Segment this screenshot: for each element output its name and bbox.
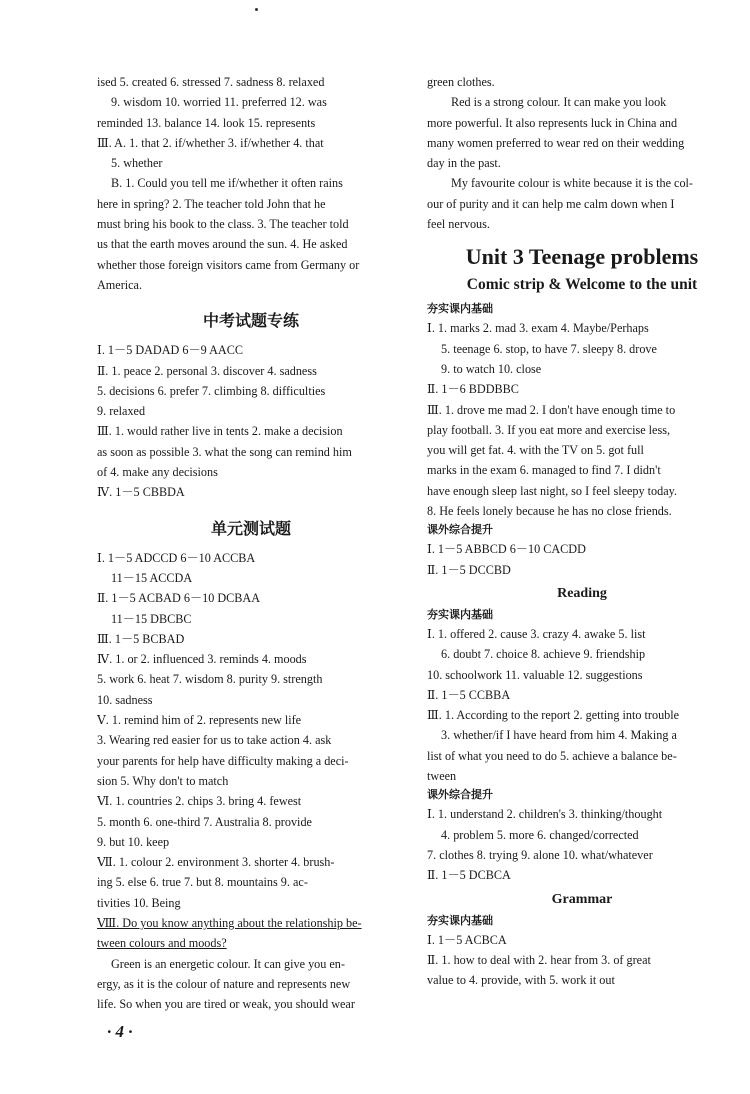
- answer-line: 11－15 ACCDA: [111, 570, 193, 585]
- answer-line: 9. to watch 10. close: [441, 361, 542, 376]
- answer-line: 4. problem 5. more 6. changed/corrected: [441, 827, 639, 842]
- answer-line: Ⅶ. 1. colour 2. environment 3. shorter 4. brush-: [97, 855, 335, 870]
- answer-line: play football. 3. If you eat more and exercise less,: [427, 422, 670, 437]
- answer-line: tween colours and moods?: [97, 936, 227, 951]
- answer-line: Ⅰ. 1. understand 2. children's 3. thinking/thought: [427, 807, 663, 822]
- answer-line: 3. whether/if I have heard from him 4. Making a: [441, 728, 677, 743]
- answer-line: Ⅱ. 1－6 BDDBBC: [427, 382, 519, 397]
- answer-line: Ⅰ. 1－5 ABBCD 6－10 CACDD: [427, 542, 586, 557]
- section-heading: Comic strip & Welcome to the unit: [466, 276, 698, 294]
- answer-line: Ⅳ. 1－5 CBBDA: [97, 485, 185, 500]
- answer-line: 5. teenage 6. stop, to have 7. sleepy 8. drove: [441, 341, 657, 356]
- answer-line: Ⅱ. 1－5 ACBAD 6－10 DCBAA: [97, 591, 261, 606]
- answer-line: Green is an energetic colour. It can give you en-: [111, 956, 345, 971]
- answer-line: 9. but 10. keep: [97, 834, 170, 849]
- answer-line: green clothes.: [427, 75, 495, 89]
- section-label: 夯实课内基础: [427, 607, 493, 621]
- section-label: 夯实课内基础: [427, 302, 493, 316]
- answer-line: Ⅱ. 1－5 CCBBA: [427, 687, 511, 702]
- answer-line: tween: [427, 769, 457, 784]
- answer-line: Ⅱ. 1. how to deal with 2. hear from 3. of great: [427, 952, 651, 967]
- answer-line: ised 5. created 6. stressed 7. sadness 8. relaxed: [97, 75, 325, 89]
- section-heading: Grammar: [551, 891, 613, 907]
- section-label: 课外综合提升: [427, 523, 493, 537]
- answer-line: Ⅱ. 1. peace 2. personal 3. discover 4. sadness: [97, 363, 317, 378]
- answer-line: reminded 13. balance 14. look 15. represents: [97, 115, 316, 130]
- answer-line: Ⅷ. Do you know anything about the relationship be-: [97, 915, 362, 930]
- answer-line: Ⅰ. 1－5 DADAD 6－9 AACC: [97, 343, 243, 358]
- answer-line: 6. doubt 7. choice 8. achieve 9. friendship: [441, 647, 646, 662]
- answer-line: 7. clothes 8. trying 9. alone 10. what/whatever: [427, 847, 653, 862]
- answer-line: Ⅲ. 1. drove me mad 2. I don't have enough time to: [427, 402, 676, 417]
- answer-line: Ⅰ. 1. offered 2. cause 3. crazy 4. awake 5. list: [427, 626, 646, 641]
- answer-line: 10. sadness: [97, 692, 153, 707]
- answer-line: 11－15 DBCBC: [111, 611, 192, 626]
- answer-line: marks in the exam 6. managed to find 7. I didn't: [427, 463, 661, 478]
- section-label: 课外综合提升: [427, 788, 493, 802]
- answer-line: life. So when you are tired or weak, you should wear: [97, 997, 355, 1012]
- answer-line: your parents for help have difficulty making a deci-: [97, 753, 349, 768]
- answer-line: Ⅱ. 1－5 DCBCA: [427, 868, 511, 883]
- section-heading: Unit 3 Teenage problems: [465, 244, 699, 270]
- answer-line: value to 4. provide, with 5. work it out: [427, 973, 615, 988]
- answer-line: 5. month 6. one-third 7. Australia 8. provide: [97, 814, 312, 829]
- section-label: 夯实课内基础: [427, 913, 493, 927]
- answer-line: our of purity and it can help me calm down when I: [427, 196, 675, 211]
- answer-line: Ⅳ. 1. or 2. influenced 3. reminds 4. moods: [97, 652, 307, 667]
- answer-line: Ⅱ. 1－5 DCCBD: [427, 562, 511, 577]
- answer-line: of 4. make any decisions: [97, 465, 218, 480]
- answer-line: 9. wisdom 10. worried 11. preferred 12. was: [111, 95, 327, 110]
- answer-line: Ⅴ. 1. remind him of 2. represents new life: [97, 713, 302, 728]
- answer-line: us that the earth moves around the sun. 4. He asked: [97, 237, 348, 252]
- left-column: [97, 72, 405, 1014]
- answer-line: ing 5. else 6. true 7. but 8. mountains 9. ac-: [97, 875, 308, 890]
- answer-line: Red is a strong colour. It can make you look: [451, 95, 667, 110]
- answer-line: Ⅲ. 1. According to the report 2. getting into trouble: [427, 708, 680, 723]
- answer-line: tivities 10. Being: [97, 895, 181, 910]
- answer-line: Ⅲ. A. 1. that 2. if/whether 3. if/whether 4. that: [97, 135, 324, 150]
- answer-line: 5. whether: [111, 156, 163, 171]
- section-heading: Reading: [557, 585, 607, 601]
- answer-line: many women preferred to wear red on their wedding: [427, 135, 685, 150]
- right-column: [427, 72, 737, 990]
- answer-line: 5. decisions 6. prefer 7. climbing 8. difficulties: [97, 383, 326, 398]
- answer-line: Ⅵ. 1. countries 2. chips 3. bring 4. fewest: [97, 794, 302, 809]
- answer-line: have enough sleep last night, so I feel sleepy today.: [427, 483, 677, 498]
- answer-line: must bring his book to the class. 3. The teacher told: [97, 217, 349, 232]
- answer-line: 10. schoolwork 11. valuable 12. suggestions: [427, 667, 643, 682]
- answer-line: feel nervous.: [427, 217, 490, 232]
- answer-line: sion 5. Why don't to match: [97, 773, 229, 788]
- answer-line: here in spring? 2. The teacher told John that he: [97, 196, 326, 211]
- section-heading: 单元测试题: [210, 518, 291, 538]
- page-number: · 4 ·: [107, 1022, 133, 1041]
- answer-line: America.: [97, 277, 143, 292]
- answer-line: ergy, as it is the colour of nature and represents new: [97, 976, 351, 991]
- answer-line: Ⅲ. 1－5 BCBAD: [97, 631, 185, 646]
- answer-line: Ⅰ. 1. marks 2. mad 3. exam 4. Maybe/Perhaps: [427, 321, 649, 336]
- answer-line: 9. relaxed: [97, 404, 146, 419]
- answer-line: as soon as possible 3. what the song can remind him: [97, 444, 352, 459]
- answer-line: more powerful. It also represents luck in China and: [427, 115, 678, 130]
- answer-line: 8. He feels lonely because he has no close friends.: [427, 504, 672, 519]
- answer-line: Ⅰ. 1－5 ACBCA: [427, 932, 507, 947]
- answer-line: day in the past.: [427, 156, 501, 171]
- answer-line: Ⅲ. 1. would rather live in tents 2. make a decision: [97, 424, 343, 439]
- answer-line: B. 1. Could you tell me if/whether it often rains: [111, 176, 343, 191]
- answer-line: My favourite colour is white because it is the col-: [451, 176, 693, 191]
- answer-line: 3. Wearing red easier for us to take action 4. ask: [97, 733, 332, 748]
- answer-line: 5. work 6. heat 7. wisdom 8. purity 9. strength: [97, 672, 323, 687]
- answer-line: Ⅰ. 1－5 ADCCD 6－10 ACCBA: [97, 550, 256, 565]
- answer-line: you will get fat. 4. with the TV on 5. got full: [427, 443, 644, 458]
- answer-line: whether those foreign visitors came from Germany or: [97, 257, 360, 272]
- top-dot: [255, 8, 258, 11]
- section-heading: 中考试题专练: [202, 311, 299, 331]
- answer-line: list of what you need to do 5. achieve a balance be-: [427, 748, 677, 763]
